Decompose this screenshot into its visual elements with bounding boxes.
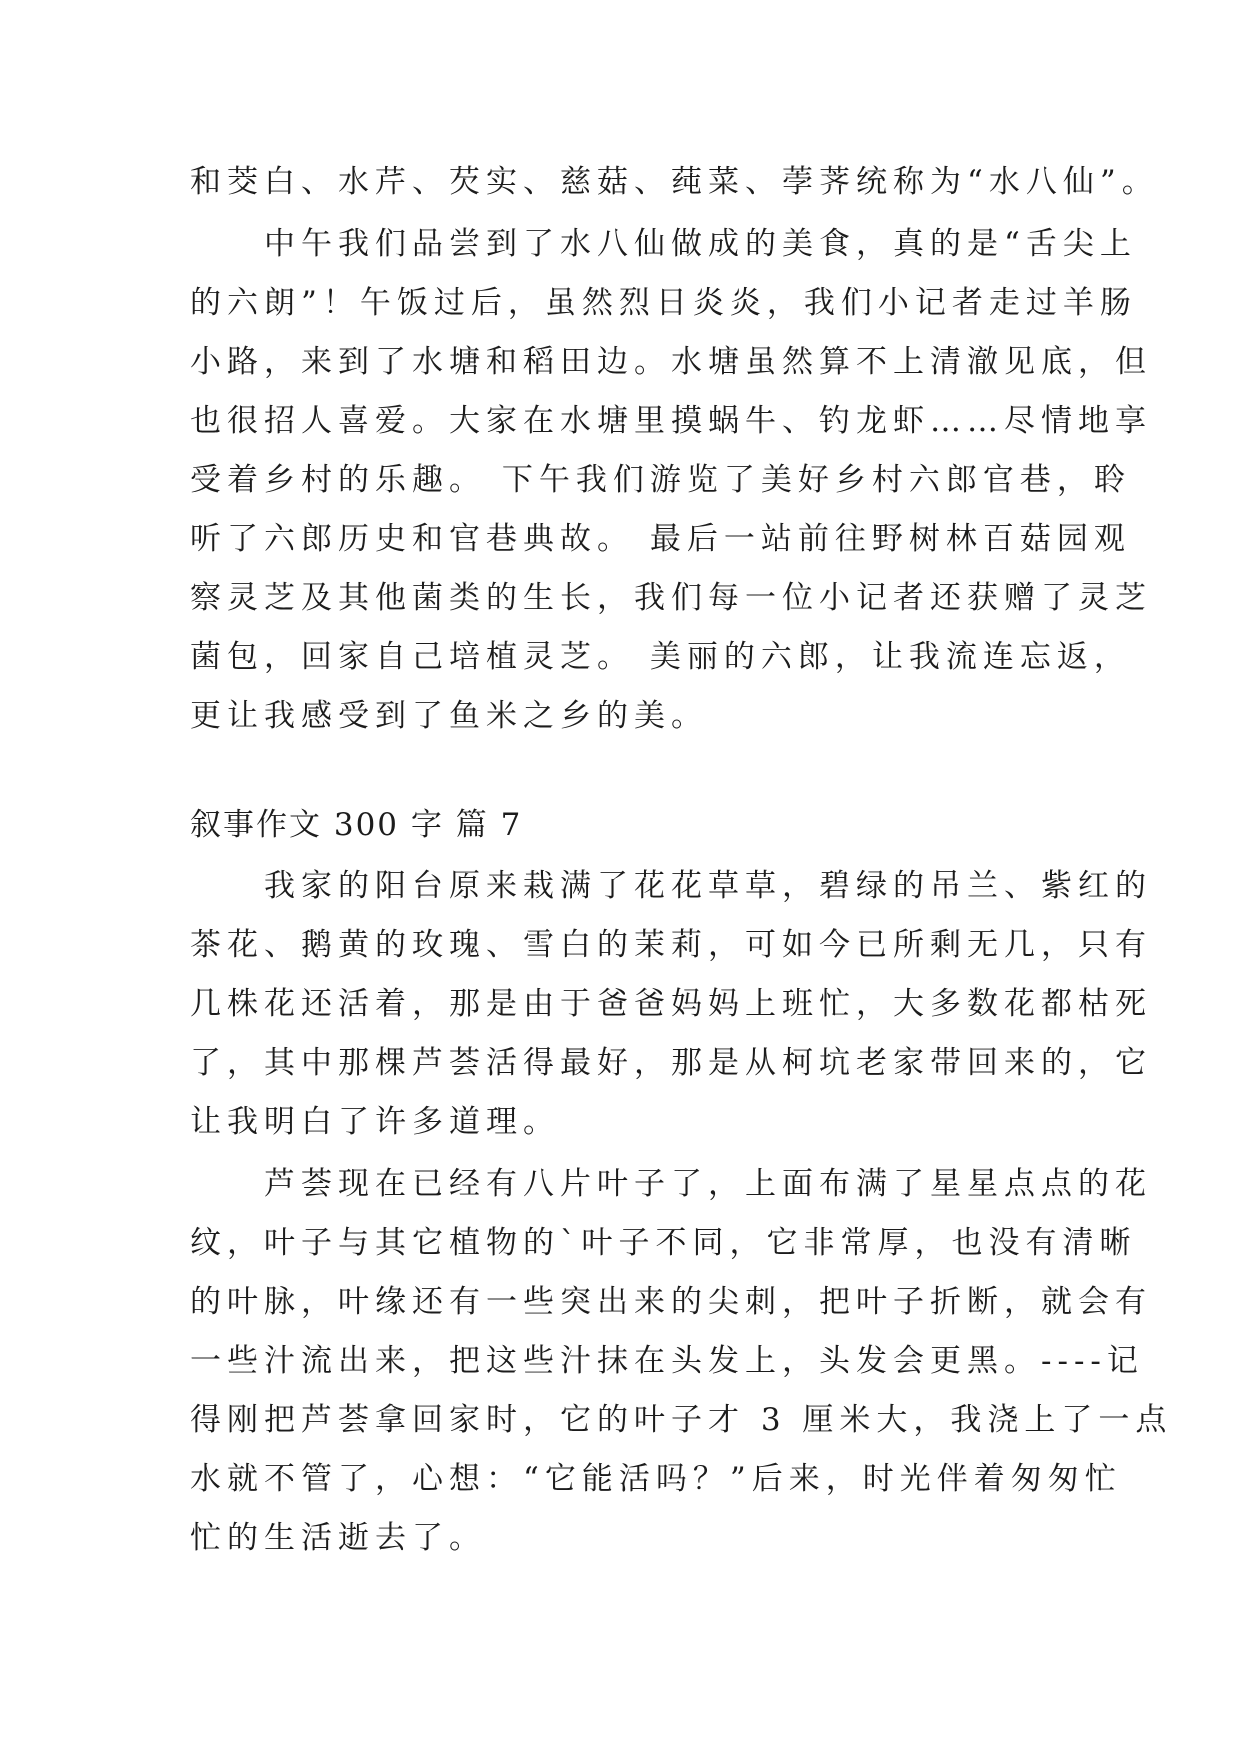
text-line: 一些汁流出来，把这些汁抹在头发上，头发会更黑。----记 [190,1343,1144,1379]
text-line: 更让我感受到了鱼米之乡的美。 [190,698,708,734]
text-line: 听了六郎历史和官巷典故。 最后一站前往野树林百菇园观 [190,521,1131,557]
text-line: 芦荟现在已经有八片叶子了，上面布满了星星点点的花 [190,1166,1152,1202]
text-line: 受着乡村的乐趣。 下午我们游览了美好乡村六郎官巷，聆 [190,462,1131,498]
text-line: 忙的生活逝去了。 [190,1520,486,1556]
text-line: 纹，叶子与其它植物的`叶子不同，它非常厚，也没有清晰 [190,1225,1137,1261]
text-line: 察灵芝及其他菌类的生长，我们每一位小记者还获赠了灵芝 [190,580,1152,616]
text-line: 小路，来到了水塘和稻田边。水塘虽然算不上清澈见底，但 [190,344,1152,380]
text-line: 菌包，回家自己培植灵芝。 美丽的六郎，让我流连忘返， [190,639,1131,675]
text-line: 几株花还活着，那是由于爸爸妈妈上班忙，大多数花都枯死 [190,986,1152,1022]
text-line: 得刚把芦荟拿回家时，它的叶子才 3 厘米大，我浇上了一点 [190,1402,1173,1438]
section-heading: 叙事作文 300 字 篇 7 [190,807,523,843]
text-line: 我家的阳台原来栽满了花花草草，碧绿的吊兰、紫红的 [190,868,1152,904]
text-line: 了，其中那棵芦荟活得最好，那是从柯坑老家带回来的，它 [190,1045,1152,1081]
text-line: 的六朗”！午饭过后，虽然烈日炎炎，我们小记者走过羊肠 [190,285,1137,321]
text-line: 中午我们品尝到了水八仙做成的美食，真的是“舌尖上 [190,226,1137,262]
text-line: 也很招人喜爱。大家在水塘里摸蜗牛、钓龙虾……尽情地享 [190,403,1152,439]
text-line: 茶花、鹅黄的玫瑰、雪白的茉莉，可如今已所剩无几，只有 [190,927,1152,963]
text-line: 的叶脉，叶缘还有一些突出来的尖刺，把叶子折断，就会有 [190,1284,1152,1320]
text-line: 水就不管了，心想：“它能活吗？”后来，时光伴着匆匆忙 [190,1461,1122,1497]
text-line: 让我明白了许多道理。 [190,1104,560,1140]
text-line: 和茭白、水芹、芡实、慈菇、莼菜、荸荠统称为“水八仙”。 [190,164,1159,200]
